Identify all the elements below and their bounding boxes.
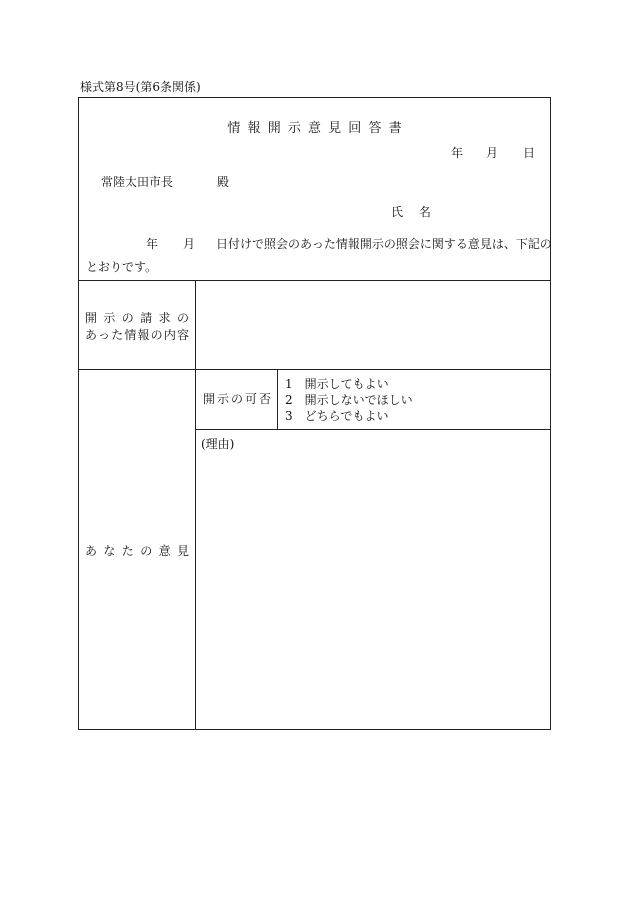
reason-label: (理由) (201, 437, 235, 451)
rule-request-bottom (79, 369, 550, 370)
date-month-label: 月 (486, 146, 499, 160)
body-month-label: 月 (183, 237, 196, 251)
form-title: 情報開示意見回答書 (227, 121, 409, 136)
rule-disclosure-bottom (195, 429, 550, 430)
request-label-line-1: 開示の請求の (85, 311, 189, 325)
body-year-label: 年 (146, 237, 159, 251)
disclosure-option-3: 3 どちらでもよい (285, 409, 389, 423)
rule-left-column (195, 280, 196, 729)
addressee-honorific: 殿 (217, 175, 230, 189)
date-day-label: 日 (523, 146, 536, 160)
body-text-line-1: 日付けで照会のあった情報開示の照会に関する意見は、下記の (216, 237, 552, 251)
date-year-label: 年 (451, 146, 464, 160)
request-label-line-2: あった情報の内容 (85, 328, 189, 342)
rule-header-bottom (79, 280, 550, 281)
opinion-label: あなたの意見 (85, 544, 189, 558)
form-number-label: 様式第8号(第6条関係) (80, 80, 201, 94)
respondent-name-label: 氏 名 (391, 205, 437, 219)
addressee-name: 常陸太田市長 (101, 175, 174, 189)
disclosure-label: 開示の可否 (203, 392, 271, 406)
body-text-line-2: とおりです。 (86, 260, 158, 274)
disclosure-option-1: 1 開示してもよい (285, 377, 389, 391)
rule-disclosure-column (277, 369, 278, 429)
opinion-response-form (78, 97, 551, 730)
disclosure-option-2: 2 開示しないでほしい (285, 393, 413, 407)
